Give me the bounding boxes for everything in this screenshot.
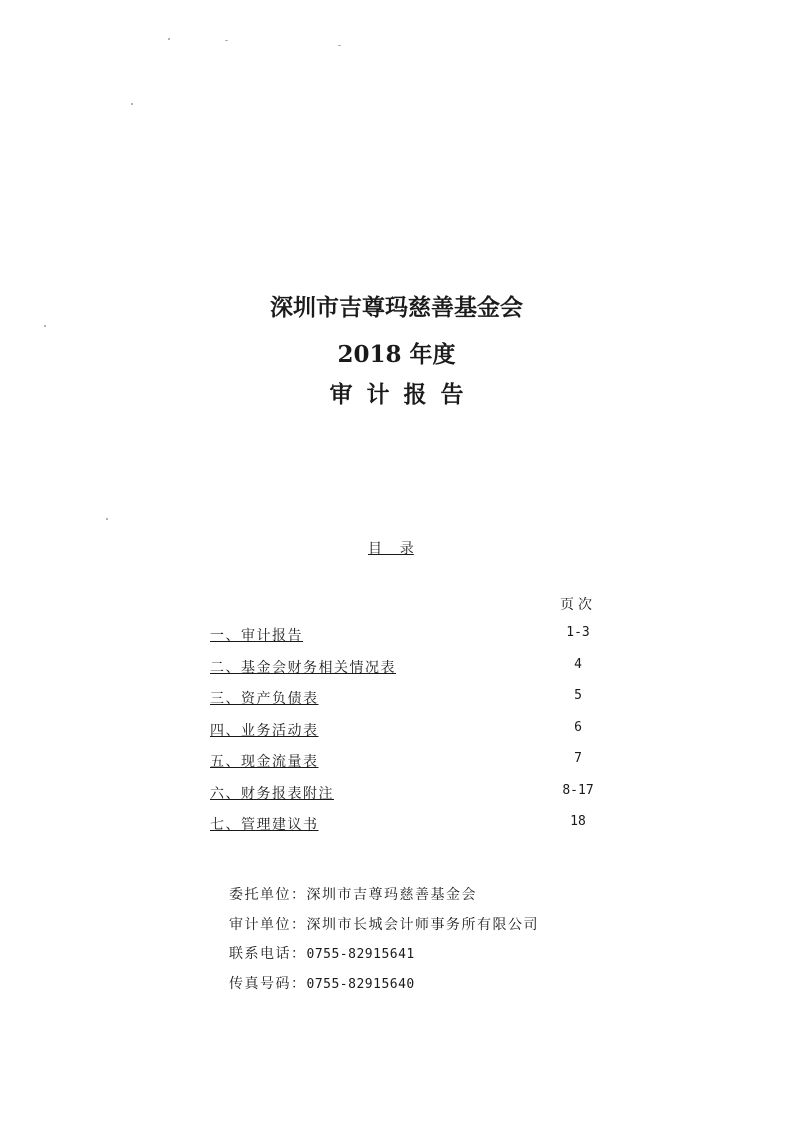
- toc-item-label: 三、资产负债表: [210, 691, 319, 707]
- auditor-row: [229, 914, 539, 944]
- toc-item-label: 二、基金会财务相关情况表: [210, 659, 396, 676]
- toc-item-label: 四、业务活动表: [210, 722, 319, 739]
- toc-item-page: 1-3: [566, 625, 590, 640]
- page-column-label: 页次: [560, 597, 596, 613]
- toc-row: [0, 657, 793, 689]
- scan-speck: [131, 103, 133, 105]
- fax-label: 传真号码：: [229, 975, 307, 992]
- client-row: [229, 884, 539, 914]
- client-label: 委托单位：: [229, 887, 307, 903]
- toc-heading: 目 录: [368, 541, 414, 557]
- scan-speck: [106, 518, 108, 520]
- toc-item-page: 4: [574, 656, 582, 672]
- phone-label: 联系电话：: [229, 946, 307, 962]
- toc-item-page: 5: [574, 688, 582, 703]
- toc-row: [0, 688, 793, 720]
- toc-item-label: 六、财务报表附注: [210, 785, 334, 802]
- client-value: 深圳市吉尊玛慈善基金会: [306, 887, 477, 903]
- phone-row: [229, 943, 539, 973]
- toc-item-page: 18: [570, 814, 586, 829]
- auditor-label: 审计单位：: [229, 916, 307, 933]
- fax-value: 0755-82915640: [306, 976, 415, 992]
- toc-item-label: 五、现金流量表: [210, 754, 319, 770]
- toc-item-page: 8-17: [562, 782, 594, 798]
- phone-value: 0755-82915641: [306, 947, 415, 962]
- report-title: 审计报告: [329, 381, 478, 408]
- fax-row: [229, 973, 539, 1003]
- toc-item-label: 七、管理建议书: [210, 817, 319, 833]
- toc-row: [0, 625, 793, 657]
- toc-item-page: 7: [574, 751, 582, 766]
- toc-item-label: 一、审计报告: [210, 628, 303, 644]
- toc-row: [0, 720, 793, 752]
- auditor-value: 深圳市长城会计师事务所有限公司: [306, 916, 539, 933]
- table-of-contents: [0, 625, 793, 846]
- organization-title: 深圳市吉尊玛慈善基金会: [270, 294, 523, 321]
- scan-speck: [225, 40, 228, 41]
- scan-speck: [338, 45, 341, 46]
- toc-row: [0, 814, 793, 846]
- scan-speck: [44, 325, 46, 327]
- toc-row: [0, 751, 793, 783]
- scan-speck: [168, 38, 170, 40]
- toc-item-page: 6: [574, 719, 582, 735]
- toc-row: [0, 783, 793, 815]
- contact-info: [229, 884, 539, 1002]
- report-year: 2018 年度: [337, 341, 456, 368]
